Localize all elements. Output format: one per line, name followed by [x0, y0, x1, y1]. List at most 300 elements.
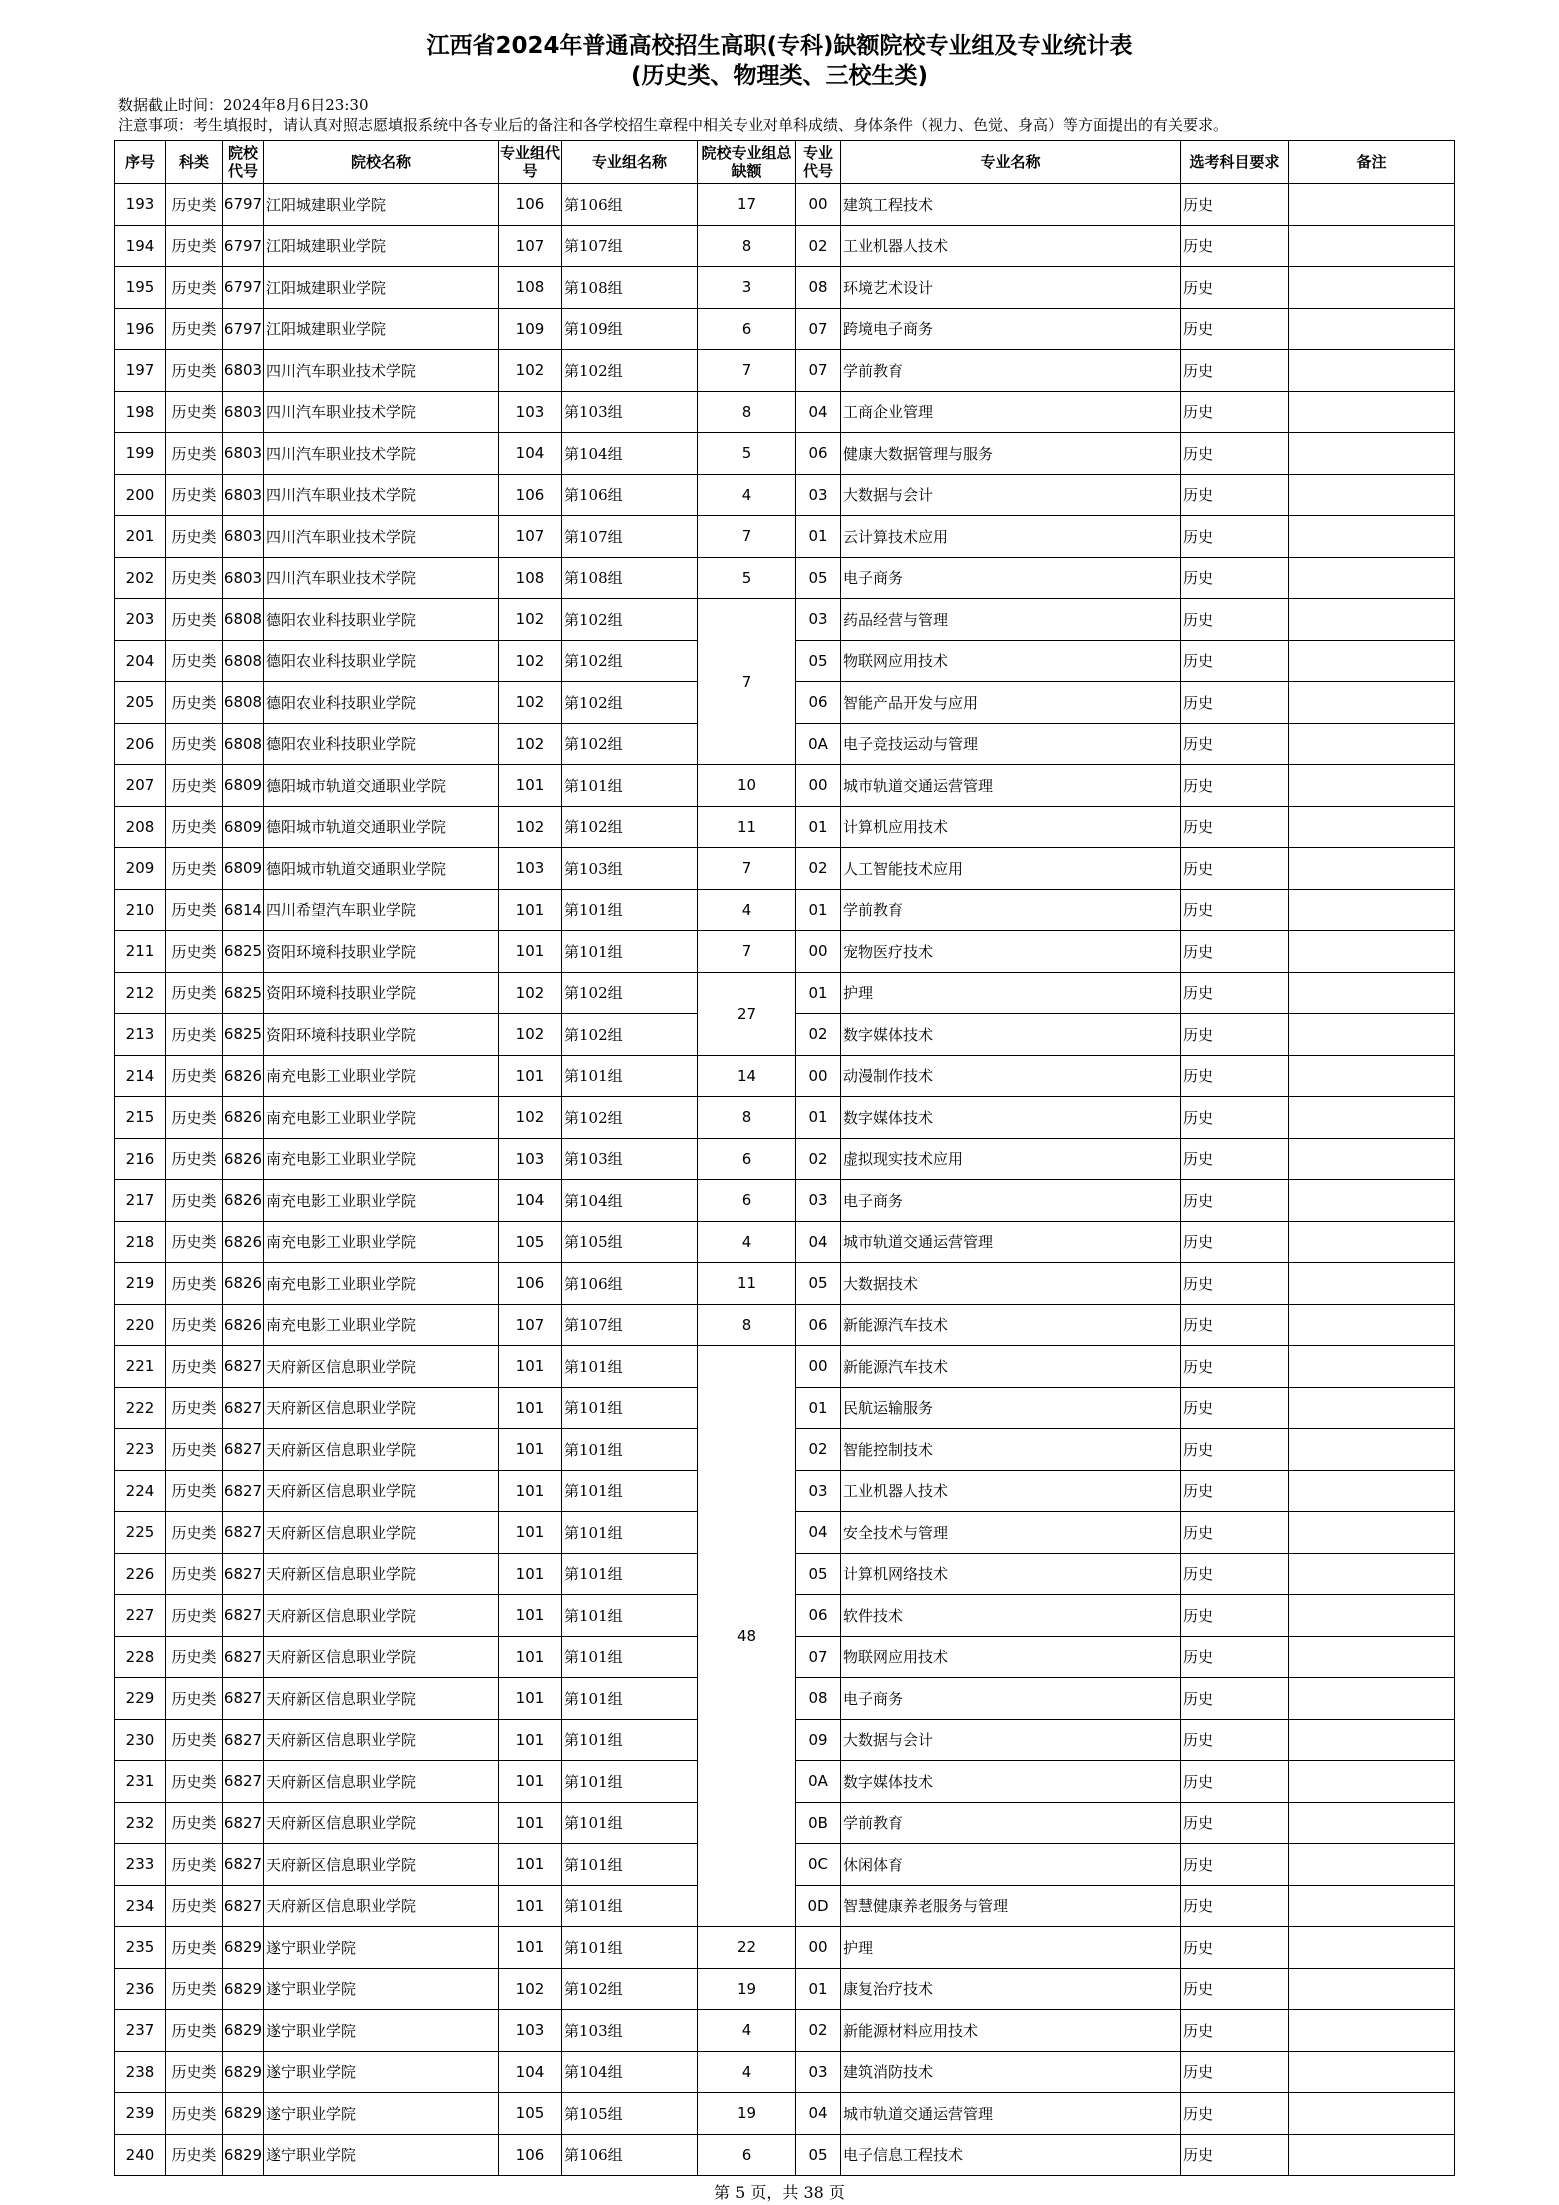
- cell-group-name: 第108组: [562, 267, 698, 309]
- cell-category: 历史类: [166, 1470, 223, 1512]
- cell-group-code: 108: [499, 557, 562, 599]
- cell-school-name: 江阳城建职业学院: [264, 184, 499, 226]
- cell-major-code: 08: [796, 267, 841, 309]
- cell-group-total: 27: [698, 972, 796, 1055]
- cell-group-name: 第102组: [562, 682, 698, 724]
- cell-major-name: 电子商务: [841, 1180, 1181, 1222]
- cell-major-code: 05: [796, 557, 841, 599]
- cell-category: 历史类: [166, 765, 223, 807]
- cell-subject-req: 历史: [1181, 1304, 1289, 1346]
- cell-category: 历史类: [166, 225, 223, 267]
- cell-major-code: 00: [796, 765, 841, 807]
- cell-remark: [1289, 184, 1455, 226]
- cell-school-code: 6803: [223, 350, 264, 392]
- cell-remark: [1289, 848, 1455, 890]
- cell-school-name: 四川汽车职业技术学院: [264, 433, 499, 475]
- table-row: [115, 599, 1455, 641]
- cell-category: 历史类: [166, 184, 223, 226]
- vacancy-table: [114, 140, 1455, 2176]
- cell-subject-req: 历史: [1181, 1138, 1289, 1180]
- cell-school-code: 6803: [223, 557, 264, 599]
- cell-group-code: 101: [499, 1387, 562, 1429]
- cell-group-name: 第108组: [562, 557, 698, 599]
- cell-school-code: 6808: [223, 682, 264, 724]
- header-category: 科类: [166, 141, 223, 184]
- cell-group-total: 3: [698, 267, 796, 309]
- data-cutoff-time: 数据截止时间：2024年8月6日23:30: [118, 96, 369, 114]
- cell-remark: [1289, 1138, 1455, 1180]
- cell-group-code: 101: [499, 1761, 562, 1803]
- table-row: [115, 848, 1455, 890]
- cell-group-name: 第101组: [562, 1636, 698, 1678]
- cell-group-total: 8: [698, 225, 796, 267]
- cell-group-code: 105: [499, 1221, 562, 1263]
- cell-major-name: 智慧健康养老服务与管理: [841, 1885, 1181, 1927]
- cell-group-name: 第101组: [562, 765, 698, 807]
- cell-category: 历史类: [166, 848, 223, 890]
- cell-seq: 221: [115, 1346, 166, 1388]
- header-seq: 序号: [115, 141, 166, 184]
- cell-school-name: 天府新区信息职业学院: [264, 1678, 499, 1720]
- cell-group-name: 第102组: [562, 1097, 698, 1139]
- cell-category: 历史类: [166, 1885, 223, 1927]
- cell-seq: 231: [115, 1761, 166, 1803]
- cell-subject-req: 历史: [1181, 1014, 1289, 1056]
- cell-major-name: 安全技术与管理: [841, 1512, 1181, 1554]
- cell-major-code: 01: [796, 516, 841, 558]
- cell-subject-req: 历史: [1181, 308, 1289, 350]
- cell-major-code: 01: [796, 1968, 841, 2010]
- cell-seq: 230: [115, 1719, 166, 1761]
- cell-group-name: 第104组: [562, 1180, 698, 1222]
- cell-subject-req: 历史: [1181, 433, 1289, 475]
- cell-category: 历史类: [166, 1844, 223, 1886]
- cell-group-total: 4: [698, 1221, 796, 1263]
- cell-group-code: 103: [499, 848, 562, 890]
- cell-subject-req: 历史: [1181, 184, 1289, 226]
- cell-category: 历史类: [166, 1678, 223, 1720]
- cell-group-total: 10: [698, 765, 796, 807]
- cell-major-name: 电子商务: [841, 557, 1181, 599]
- cell-group-total: 7: [698, 848, 796, 890]
- cell-group-name: 第101组: [562, 1885, 698, 1927]
- cell-group-name: 第101组: [562, 889, 698, 931]
- cell-school-code: 6826: [223, 1263, 264, 1305]
- cell-seq: 205: [115, 682, 166, 724]
- cell-group-code: 108: [499, 267, 562, 309]
- cell-group-name: 第103组: [562, 391, 698, 433]
- cell-subject-req: 历史: [1181, 225, 1289, 267]
- cell-subject-req: 历史: [1181, 1885, 1289, 1927]
- cell-remark: [1289, 599, 1455, 641]
- header-group-total: 院校专业组总缺额: [698, 141, 796, 184]
- table-row: [115, 806, 1455, 848]
- header-major-name: 专业名称: [841, 141, 1181, 184]
- cell-remark: [1289, 2093, 1455, 2135]
- cell-subject-req: 历史: [1181, 806, 1289, 848]
- cell-subject-req: 历史: [1181, 474, 1289, 516]
- cell-category: 历史类: [166, 474, 223, 516]
- table-row: [115, 931, 1455, 973]
- cell-school-code: 6826: [223, 1138, 264, 1180]
- cell-seq: 211: [115, 931, 166, 973]
- header-remark: 备注: [1289, 141, 1455, 184]
- cell-seq: 193: [115, 184, 166, 226]
- cell-remark: [1289, 1678, 1455, 1720]
- cell-group-code: 102: [499, 1014, 562, 1056]
- cell-school-name: 德阳农业科技职业学院: [264, 723, 499, 765]
- cell-category: 历史类: [166, 1014, 223, 1056]
- cell-seq: 204: [115, 640, 166, 682]
- cell-group-code: 101: [499, 1844, 562, 1886]
- cell-school-name: 江阳城建职业学院: [264, 225, 499, 267]
- cell-group-total: 4: [698, 2010, 796, 2052]
- cell-major-name: 民航运输服务: [841, 1387, 1181, 1429]
- table-row: [115, 1263, 1455, 1305]
- cell-seq: 196: [115, 308, 166, 350]
- cell-major-code: 0C: [796, 1844, 841, 1886]
- cell-seq: 217: [115, 1180, 166, 1222]
- cell-category: 历史类: [166, 1761, 223, 1803]
- cell-group-code: 101: [499, 931, 562, 973]
- cell-major-code: 0A: [796, 1761, 841, 1803]
- cell-group-name: 第101组: [562, 1429, 698, 1471]
- cell-major-name: 环境艺术设计: [841, 267, 1181, 309]
- cell-group-total: 48: [698, 1346, 796, 1927]
- cell-school-code: 6826: [223, 1221, 264, 1263]
- cell-major-code: 06: [796, 1304, 841, 1346]
- cell-school-code: 6829: [223, 2010, 264, 2052]
- cell-major-name: 电子信息工程技术: [841, 2134, 1181, 2176]
- cell-school-code: 6809: [223, 806, 264, 848]
- cell-group-name: 第107组: [562, 225, 698, 267]
- cell-remark: [1289, 1387, 1455, 1429]
- cell-major-name: 智能产品开发与应用: [841, 682, 1181, 724]
- cell-school-name: 南充电影工业职业学院: [264, 1097, 499, 1139]
- cell-group-total: 7: [698, 516, 796, 558]
- cell-school-name: 遂宁职业学院: [264, 2093, 499, 2135]
- cell-major-name: 护理: [841, 1927, 1181, 1969]
- table-row: [115, 2093, 1455, 2135]
- cell-school-name: 四川汽车职业技术学院: [264, 474, 499, 516]
- cell-remark: [1289, 433, 1455, 475]
- cell-group-name: 第101组: [562, 1761, 698, 1803]
- cell-school-name: 天府新区信息职业学院: [264, 1636, 499, 1678]
- cell-subject-req: 历史: [1181, 1055, 1289, 1097]
- cell-category: 历史类: [166, 1636, 223, 1678]
- cell-major-code: 01: [796, 889, 841, 931]
- document-title: 江西省2024年普通高校招生高职(专科)缺额院校专业组及专业统计表: [426, 33, 1133, 59]
- table-row: [115, 516, 1455, 558]
- cell-group-name: 第102组: [562, 350, 698, 392]
- cell-subject-req: 历史: [1181, 1927, 1289, 1969]
- header-school-code: 院校代号: [223, 141, 264, 184]
- cell-seq: 214: [115, 1055, 166, 1097]
- cell-group-code: 103: [499, 1138, 562, 1180]
- cell-subject-req: 历史: [1181, 1553, 1289, 1595]
- cell-major-name: 学前教育: [841, 350, 1181, 392]
- cell-group-code: 101: [499, 765, 562, 807]
- cell-group-total: 19: [698, 1968, 796, 2010]
- cell-major-name: 建筑工程技术: [841, 184, 1181, 226]
- cell-school-name: 德阳农业科技职业学院: [264, 599, 499, 641]
- cell-major-name: 工业机器人技术: [841, 225, 1181, 267]
- cell-seq: 199: [115, 433, 166, 475]
- cell-category: 历史类: [166, 806, 223, 848]
- cell-group-total: 11: [698, 1263, 796, 1305]
- cell-seq: 195: [115, 267, 166, 309]
- cell-major-name: 大数据技术: [841, 1263, 1181, 1305]
- cell-school-code: 6827: [223, 1553, 264, 1595]
- cell-subject-req: 历史: [1181, 1470, 1289, 1512]
- cell-group-name: 第105组: [562, 1221, 698, 1263]
- cell-subject-req: 历史: [1181, 848, 1289, 890]
- cell-category: 历史类: [166, 2051, 223, 2093]
- cell-category: 历史类: [166, 1595, 223, 1637]
- cell-group-total: 4: [698, 2051, 796, 2093]
- cell-category: 历史类: [166, 1263, 223, 1305]
- cell-remark: [1289, 765, 1455, 807]
- table-body: [115, 184, 1455, 2176]
- cell-seq: 206: [115, 723, 166, 765]
- cell-remark: [1289, 640, 1455, 682]
- table-row: [115, 433, 1455, 475]
- table-row: [115, 1968, 1455, 2010]
- table-row: [115, 1221, 1455, 1263]
- cell-group-name: 第102组: [562, 723, 698, 765]
- cell-major-code: 02: [796, 848, 841, 890]
- cell-school-code: 6803: [223, 391, 264, 433]
- table-row: [115, 972, 1455, 1014]
- cell-school-code: 6829: [223, 1968, 264, 2010]
- cell-seq: 201: [115, 516, 166, 558]
- cell-remark: [1289, 391, 1455, 433]
- cell-group-name: 第102组: [562, 1968, 698, 2010]
- cell-remark: [1289, 1263, 1455, 1305]
- cell-group-name: 第101组: [562, 1512, 698, 1554]
- cell-major-name: 城市轨道交通运营管理: [841, 2093, 1181, 2135]
- cell-group-code: 103: [499, 2010, 562, 2052]
- cell-major-code: 04: [796, 1512, 841, 1554]
- cell-school-name: 天府新区信息职业学院: [264, 1346, 499, 1388]
- cell-major-code: 02: [796, 1014, 841, 1056]
- cell-major-code: 0D: [796, 1885, 841, 1927]
- cell-category: 历史类: [166, 640, 223, 682]
- cell-seq: 224: [115, 1470, 166, 1512]
- cell-seq: 234: [115, 1885, 166, 1927]
- cell-major-code: 02: [796, 1138, 841, 1180]
- cell-group-code: 102: [499, 350, 562, 392]
- cell-school-code: 6829: [223, 1927, 264, 1969]
- cell-school-code: 6826: [223, 1097, 264, 1139]
- cell-category: 历史类: [166, 391, 223, 433]
- cell-major-name: 药品经营与管理: [841, 599, 1181, 641]
- header-group-code: 专业组代号: [499, 141, 562, 184]
- cell-subject-req: 历史: [1181, 1346, 1289, 1388]
- cell-subject-req: 历史: [1181, 1512, 1289, 1554]
- cell-major-name: 人工智能技术应用: [841, 848, 1181, 890]
- cell-remark: [1289, 1097, 1455, 1139]
- cell-group-name: 第106组: [562, 2134, 698, 2176]
- cell-remark: [1289, 2134, 1455, 2176]
- cell-group-code: 102: [499, 1968, 562, 2010]
- cell-group-name: 第103组: [562, 2010, 698, 2052]
- cell-major-name: 计算机应用技术: [841, 806, 1181, 848]
- cell-major-name: 学前教育: [841, 1802, 1181, 1844]
- cell-seq: 207: [115, 765, 166, 807]
- cell-group-code: 101: [499, 1470, 562, 1512]
- cell-category: 历史类: [166, 516, 223, 558]
- cell-major-code: 01: [796, 1097, 841, 1139]
- cell-major-code: 0B: [796, 1802, 841, 1844]
- cell-remark: [1289, 1802, 1455, 1844]
- cell-group-code: 109: [499, 308, 562, 350]
- cell-group-name: 第104组: [562, 433, 698, 475]
- cell-group-total: 22: [698, 1927, 796, 1969]
- document-subtitle: (历史类、物理类、三校生类): [630, 63, 929, 89]
- cell-subject-req: 历史: [1181, 267, 1289, 309]
- cell-remark: [1289, 1470, 1455, 1512]
- cell-school-code: 6827: [223, 1885, 264, 1927]
- cell-major-name: 动漫制作技术: [841, 1055, 1181, 1097]
- cell-subject-req: 历史: [1181, 682, 1289, 724]
- cell-group-code: 102: [499, 972, 562, 1014]
- cell-remark: [1289, 557, 1455, 599]
- cell-remark: [1289, 225, 1455, 267]
- cell-school-code: 6825: [223, 1014, 264, 1056]
- table-row: [115, 308, 1455, 350]
- cell-remark: [1289, 931, 1455, 973]
- cell-remark: [1289, 723, 1455, 765]
- cell-school-name: 遂宁职业学院: [264, 1927, 499, 1969]
- cell-school-name: 四川汽车职业技术学院: [264, 557, 499, 599]
- page-footer: 第 5 页，共 38 页: [714, 2183, 845, 2202]
- cell-group-total: 19: [698, 2093, 796, 2135]
- cell-subject-req: 历史: [1181, 2093, 1289, 2135]
- cell-group-total: 7: [698, 599, 796, 765]
- cell-subject-req: 历史: [1181, 2010, 1289, 2052]
- cell-major-code: 01: [796, 806, 841, 848]
- cell-group-name: 第103组: [562, 1138, 698, 1180]
- cell-seq: 232: [115, 1802, 166, 1844]
- cell-group-total: 8: [698, 1097, 796, 1139]
- cell-school-code: 6827: [223, 1719, 264, 1761]
- cell-major-code: 03: [796, 474, 841, 516]
- cell-subject-req: 历史: [1181, 1968, 1289, 2010]
- cell-group-code: 105: [499, 2093, 562, 2135]
- cell-seq: 226: [115, 1553, 166, 1595]
- cell-category: 历史类: [166, 972, 223, 1014]
- cell-remark: [1289, 1221, 1455, 1263]
- cell-major-name: 大数据与会计: [841, 474, 1181, 516]
- cell-remark: [1289, 516, 1455, 558]
- table-row: [115, 2010, 1455, 2052]
- cell-major-name: 康复治疗技术: [841, 1968, 1181, 2010]
- cell-school-name: 遂宁职业学院: [264, 2010, 499, 2052]
- cell-school-name: 资阳环境科技职业学院: [264, 1014, 499, 1056]
- table-row: [115, 267, 1455, 309]
- cell-category: 历史类: [166, 1968, 223, 2010]
- cell-group-name: 第101组: [562, 1595, 698, 1637]
- cell-group-name: 第105组: [562, 2093, 698, 2135]
- cell-subject-req: 历史: [1181, 1221, 1289, 1263]
- cell-group-name: 第106组: [562, 184, 698, 226]
- cell-remark: [1289, 1719, 1455, 1761]
- cell-major-name: 数字媒体技术: [841, 1097, 1181, 1139]
- cell-group-code: 101: [499, 889, 562, 931]
- cell-seq: 239: [115, 2093, 166, 2135]
- cell-major-code: 03: [796, 599, 841, 641]
- table-row: [115, 225, 1455, 267]
- cell-group-name: 第102组: [562, 640, 698, 682]
- cell-school-code: 6814: [223, 889, 264, 931]
- cell-category: 历史类: [166, 599, 223, 641]
- cell-school-name: 南充电影工业职业学院: [264, 1138, 499, 1180]
- cell-seq: 202: [115, 557, 166, 599]
- cell-school-name: 德阳农业科技职业学院: [264, 640, 499, 682]
- cell-school-name: 天府新区信息职业学院: [264, 1387, 499, 1429]
- cell-category: 历史类: [166, 723, 223, 765]
- cell-category: 历史类: [166, 308, 223, 350]
- cell-subject-req: 历史: [1181, 723, 1289, 765]
- cell-major-name: 软件技术: [841, 1595, 1181, 1637]
- cell-remark: [1289, 474, 1455, 516]
- table-row: [115, 1180, 1455, 1222]
- cell-major-code: 00: [796, 184, 841, 226]
- cell-group-code: 101: [499, 1927, 562, 1969]
- cell-group-total: 14: [698, 1055, 796, 1097]
- cell-school-code: 6797: [223, 225, 264, 267]
- cell-group-code: 102: [499, 682, 562, 724]
- cell-seq: 228: [115, 1636, 166, 1678]
- cell-major-name: 休闲体育: [841, 1844, 1181, 1886]
- cell-group-name: 第101组: [562, 1844, 698, 1886]
- cell-seq: 213: [115, 1014, 166, 1056]
- cell-school-name: 天府新区信息职业学院: [264, 1719, 499, 1761]
- cell-major-name: 新能源汽车技术: [841, 1346, 1181, 1388]
- cell-group-total: 8: [698, 391, 796, 433]
- cell-group-total: 5: [698, 557, 796, 599]
- cell-group-code: 104: [499, 433, 562, 475]
- cell-school-code: 6826: [223, 1180, 264, 1222]
- cell-category: 历史类: [166, 682, 223, 724]
- cell-subject-req: 历史: [1181, 889, 1289, 931]
- cell-seq: 197: [115, 350, 166, 392]
- cell-major-code: 05: [796, 1263, 841, 1305]
- cell-school-name: 天府新区信息职业学院: [264, 1761, 499, 1803]
- cell-group-code: 107: [499, 225, 562, 267]
- table-row: [115, 350, 1455, 392]
- table-row: [115, 184, 1455, 226]
- cell-major-name: 物联网应用技术: [841, 640, 1181, 682]
- cell-category: 历史类: [166, 1304, 223, 1346]
- table-row: [115, 1097, 1455, 1139]
- cell-major-name: 智能控制技术: [841, 1429, 1181, 1471]
- cell-seq: 235: [115, 1927, 166, 1969]
- cell-group-code: 101: [499, 1802, 562, 1844]
- cell-group-total: 4: [698, 889, 796, 931]
- cell-group-name: 第101组: [562, 1678, 698, 1720]
- cell-group-total: 7: [698, 350, 796, 392]
- cell-category: 历史类: [166, 1512, 223, 1554]
- cell-subject-req: 历史: [1181, 391, 1289, 433]
- cell-school-name: 四川汽车职业技术学院: [264, 391, 499, 433]
- cell-school-name: 天府新区信息职业学院: [264, 1512, 499, 1554]
- cell-group-name: 第101组: [562, 1055, 698, 1097]
- cell-subject-req: 历史: [1181, 1802, 1289, 1844]
- table-row: [115, 1055, 1455, 1097]
- cell-remark: [1289, 308, 1455, 350]
